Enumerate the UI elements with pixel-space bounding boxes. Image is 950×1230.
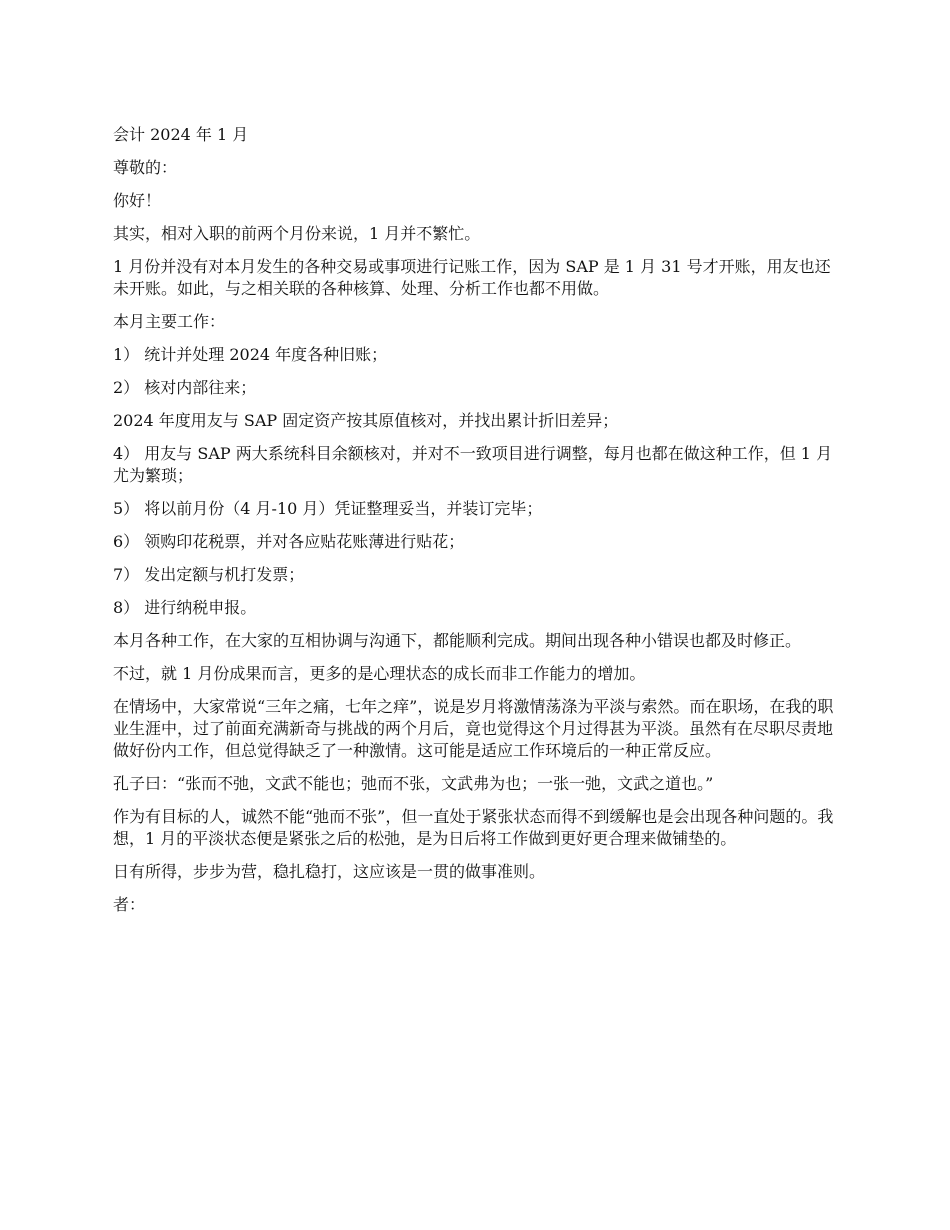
work-list-item: 5） 将以前月份（4 月-10 月）凭证整理妥当，并装订完毕； (113, 499, 543, 518)
paragraph-principle: 日有所得，步步为营，稳扎稳打，这应该是一贯的做事准则。 (113, 862, 546, 881)
work-list-item: 7） 发出定额与机打发票； (113, 565, 305, 584)
work-list-heading: 本月主要工作： (113, 312, 226, 331)
document-page (113, 124, 843, 927)
signature-label: 者： (113, 895, 146, 914)
work-list-item: 4） 用友与 SAP 两大系统科目余额核对，并对不一致项目进行调整，每月也都在做这种工作，但 1 月尤为繁琐； (113, 444, 833, 485)
work-list-item: 2） 核对内部往来； (113, 378, 257, 397)
document-title: 会计 2024 年 1 月 (113, 125, 249, 144)
work-list-item: 2024 年度用友与 SAP 固定资产按其原值核对，并找出累计折旧差异； (113, 411, 619, 430)
paragraph-reflection: 在情场中，大家常说“三年之痛，七年之痒”，说是岁月将激情荡涤为平淡与索然。而在职场，在我的职业生涯中，过了前面充满新奇与挑战的两个月后，竟也觉得这个月过得甚为平淡。虽然有在尽职尽责地做好份内工作，但总觉得缺乏了一种激情。这可能是适应工作环境后的一种正常反应。 (113, 697, 834, 760)
work-list-item: 8） 进行纳税申报。 (113, 598, 257, 617)
work-list-item: 6） 领购印花税票，并对各应贴花账薄进行贴花； (113, 532, 465, 551)
paragraph-quote: 孔子曰：“张而不弛，文武不能也；弛而不张，文武弗为也；一张一弛，文武之道也。” (113, 774, 714, 793)
paragraph-bookkeeping: 1 月份并没有对本月发生的各种交易或事项进行记账工作，因为 SAP 是 1 月 31 号才开账，用友也还未开账。如此，与之相关联的各种核算、处理、分析工作也都不用做。 (113, 257, 831, 298)
paragraph-summary: 本月各种工作，在大家的互相协调与沟通下，都能顺利完成。期间出现各种小错误也都及时修正。 (113, 631, 802, 650)
salutation: 尊敬的： (113, 158, 178, 177)
paragraph-growth: 不过，就 1 月份成果而言，更多的是心理状态的成长而非工作能力的增加。 (113, 664, 646, 683)
paragraph-intro: 其实，相对入职的前两个月份来说，1 月并不繁忙。 (113, 224, 481, 243)
paragraph-balance: 作为有目标的人，诚然不能“弛而不张”，但一直处于紧张状态而得不到缓解也是会出现各种问题的。我想，1 月的平淡状态便是紧张之后的松弛，是为日后将工作做到更好更合理来做铺垫的。 (113, 807, 834, 848)
greeting: 你好！ (113, 191, 162, 210)
work-list-item: 1） 统计并处理 2024 年度各种旧账； (113, 345, 388, 364)
